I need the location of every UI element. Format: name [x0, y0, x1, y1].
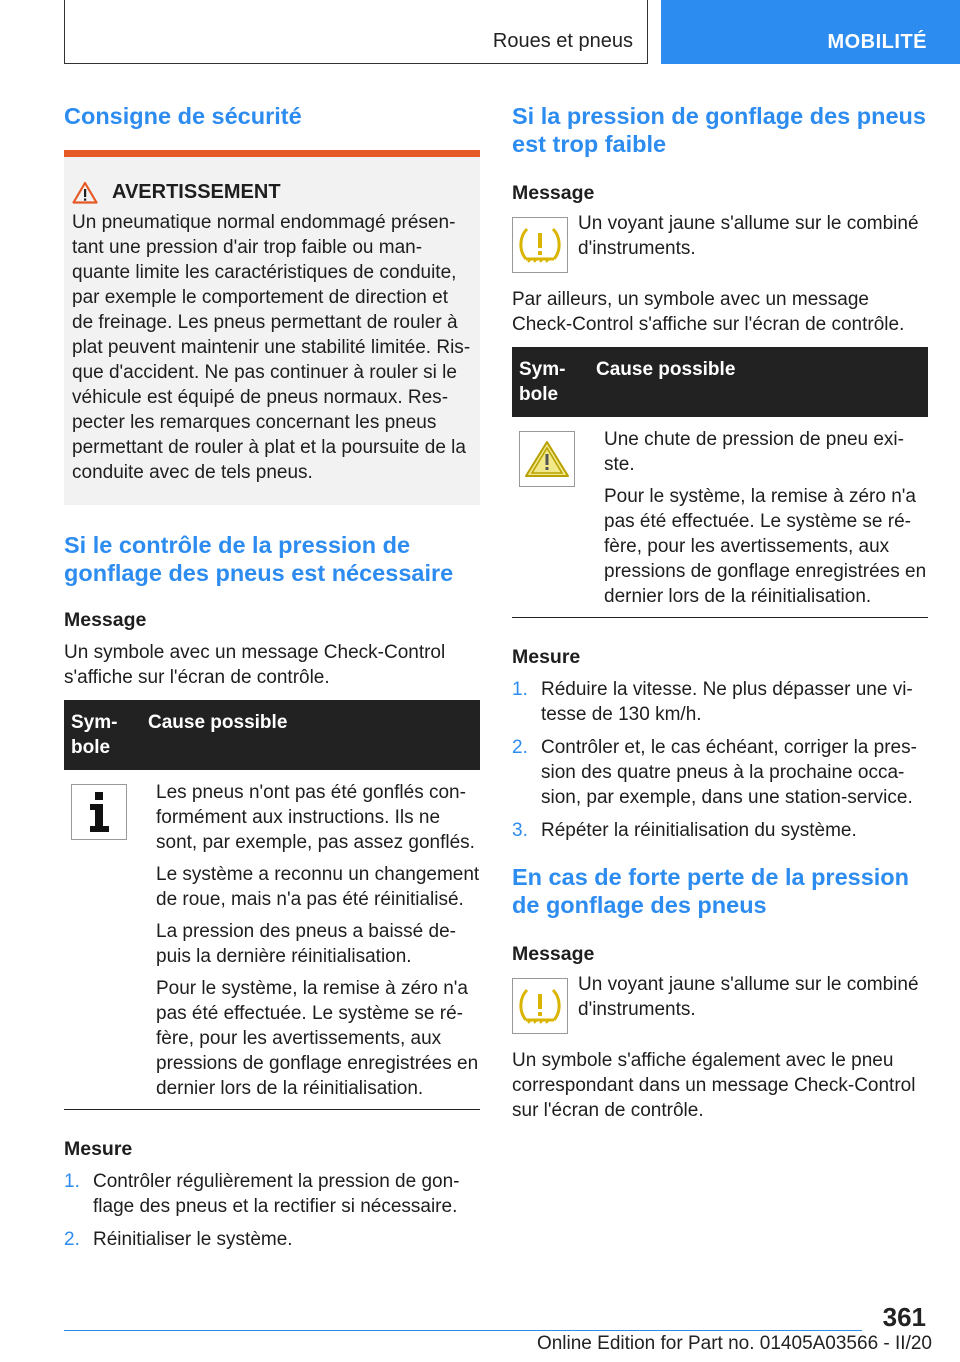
indicator-text: Un voyant jaune s'allume sur le combiné d'instruments. — [578, 213, 919, 259]
tpms-warning-icon — [517, 225, 563, 265]
column-header-cause: Cause possible — [596, 359, 736, 380]
warning-text: Un pneumatique normal endommagé présentant une pression d'air trop faible ou manquante limite les caractéristiques de conduite, par exemple le comportement de direction et de freinage. Les pneus permettant de rouler à plat peuvent maintenir une stabilité limitée. Risque d'accident. Ne pas continuer à rouler si le véhicule est équipé de pneus normaux. Respecter les remarques concernant les pneus permettant de rouler à plat et la poursuite de la conduite avec de tels pneus. — [72, 212, 471, 483]
cause-text: La pression des pneus a baissé depuis la dernière réinitialisation. — [156, 921, 456, 967]
safety-heading: Consigne de sécurité — [64, 103, 302, 129]
indicator-text: Un voyant jaune s'allume sur le combiné d'instruments. — [578, 974, 919, 1020]
section-title: Roues et pneus — [492, 30, 633, 52]
table-row — [512, 417, 928, 618]
table-header — [512, 347, 928, 417]
message-heading: Message — [64, 609, 147, 631]
low-pressure-heading: Si la pression de gonflage des pneus est trop faible — [512, 103, 926, 157]
list-item: 2. Contrôler et, le cas échéant, corriger la pression des quatre pneus à la prochaine occasion, par exemple, dans une station-service. — [512, 737, 917, 808]
list-item: 1. Réduire la vitesse. Ne plus dépasser une vitesse de 130 km/h. — [512, 679, 913, 725]
cause-text: Le système a reconnu un changement de roue, mais n'a pas été réinitialisé. — [156, 864, 480, 910]
warning-label: AVERTISSEMENT — [112, 181, 281, 203]
right-column — [512, 100, 928, 1123]
tpms-symbol-box — [512, 978, 568, 1034]
indicator-row — [512, 972, 928, 1034]
measure-steps — [512, 677, 928, 843]
chapter-tab[interactable] — [661, 0, 960, 64]
table-header — [64, 700, 480, 770]
pressure-loss-heading: En cas de forte perte de la pression de gonflage des pneus — [512, 864, 910, 918]
column-header-symbol: Symbole — [71, 712, 118, 758]
list-item: 2. Réinitialiser le système. — [64, 1229, 293, 1250]
list-item: 3. Répéter la réinitialisation du système. — [512, 820, 857, 841]
cause-text: Pour le système, la remise à zéro n'a pas été effectuée. Le système se réfère, pour les avertissements, aux pressions de gonflage enregistrées en dernier lors de la réinitialisation. — [604, 486, 927, 607]
column-header-symbol: Symbole — [519, 359, 566, 405]
info-symbol-box — [71, 784, 127, 840]
warning-title — [72, 181, 472, 204]
left-column — [64, 100, 480, 1260]
warning-triangle-icon — [72, 181, 98, 204]
yellow-warning-triangle-icon — [524, 439, 570, 479]
warning-box — [64, 150, 480, 505]
message-heading: Message — [512, 182, 595, 204]
info-icon — [79, 790, 119, 834]
check-heading: Si le contrôle de la pression de gonflage des pneus est nécessaire — [64, 532, 454, 586]
column-header-cause: Cause possible — [148, 712, 288, 733]
tpms-warning-icon — [517, 986, 563, 1026]
page-number: 361 — [882, 1302, 926, 1332]
tpms-symbol-box — [512, 217, 568, 273]
measure-heading: Mesure — [64, 1138, 133, 1160]
also-text: Par ailleurs, un symbole avec un message Check-Control s'affiche sur l'écran de contrôle. — [512, 289, 905, 335]
cause-text: Une chute de pression de pneu existe. — [604, 429, 904, 475]
measure-heading: Mesure — [512, 646, 581, 668]
message-text: Un symbole avec un message Check-Control s'affiche sur l'écran de contrôle. — [64, 642, 446, 688]
indicator-row — [512, 211, 928, 273]
measure-steps — [64, 1169, 480, 1252]
edition-text: Online Edition for Part no. 01405A03566 - II/20 — [536, 1333, 932, 1354]
message-heading: Message — [512, 943, 595, 965]
symbol-table — [64, 700, 480, 1110]
warning-symbol-box — [519, 431, 575, 487]
cause-text: Pour le système, la remise à zéro n'a pas été effectuée. Le système se réfère, pour les avertissements, aux pressions de gonflage enregistrées en dernier lors de la réinitialisation. — [156, 978, 479, 1099]
list-item: 1. Contrôler régulièrement la pression de gonflage des pneus et la rectifier si nécessaire. — [64, 1171, 460, 1217]
header-frame — [64, 0, 648, 64]
cause-text: Les pneus n'ont pas été gonflés conformément aux instructions. Ils ne sont, par exemple, pas assez gonflés. — [156, 782, 475, 853]
loss-text: Un symbole s'affiche également avec le pneu correspondant dans un message Check-Control sur l'écran de contrôle. — [512, 1050, 916, 1121]
symbol-table — [512, 347, 928, 618]
table-row — [64, 770, 480, 1110]
footer-divider — [64, 1330, 862, 1331]
chapter-label: MOBILITÉ — [827, 31, 927, 53]
